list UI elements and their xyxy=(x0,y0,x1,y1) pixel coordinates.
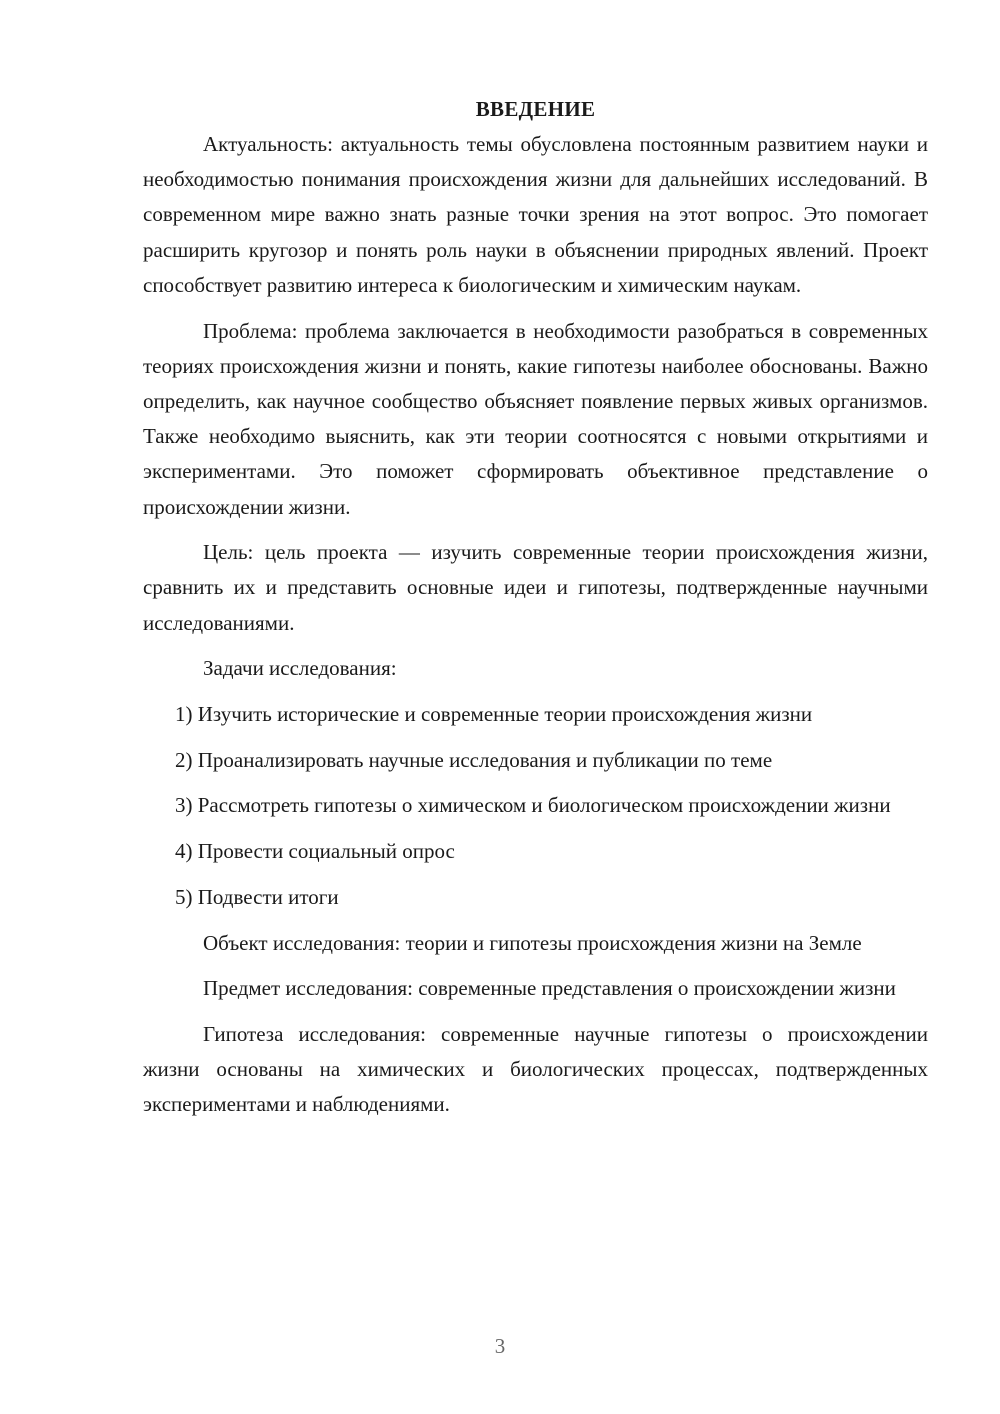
page-number: 3 xyxy=(494,1334,506,1358)
tasks-heading: Задачи исследования: xyxy=(203,656,397,681)
goal-paragraph: Цель: цель проекта — изучить современные теории происхождения жизни, сравнить их и представить основные идеи и гипотезы, подтвержденные научными исследованиями. xyxy=(143,540,928,635)
task-item-2: 2) Проанализировать научные исследования и публикации по теме xyxy=(175,747,773,772)
document-page xyxy=(143,92,928,1133)
task-item-5: 5) Подвести итоги xyxy=(175,884,339,909)
task-item-4: 4) Провести социальный опрос xyxy=(175,839,455,864)
task-item-1: 1) Изучить исторические и современные теории происхождения жизни xyxy=(175,702,813,727)
problem-paragraph: Проблема: проблема заключается в необходимости разобраться в современных теориях происхождения жизни и понять, какие гипотезы наиболее обоснованы. Важно определить, как научное сообщество объясняет появление первых живых организмов. Также необходимо выяснить, как эти теории соотносятся с новыми открытиями и экспериментами. Это поможет сформировать объективное представление о происхождении жизни. xyxy=(143,318,928,519)
hypothesis-paragraph: Гипотеза исследования: современные научные гипотезы о происхождении жизни основаны на химических и биологических процессах, подтвержденных экспериментами и наблюдениями. xyxy=(143,1021,928,1117)
task-item-3: 3) Рассмотреть гипотезы о химическом и биологическом происхождении жизни xyxy=(175,793,891,818)
object-paragraph: Объект исследования: теории и гипотезы происхождения жизни на Земле xyxy=(203,930,862,955)
subject-paragraph: Предмет исследования: современные представления о происхождении жизни xyxy=(203,976,896,1001)
section-title: ВВЕДЕНИЕ xyxy=(475,97,596,121)
relevance-paragraph: Актуальность: актуальность темы обусловлена постоянным развитием науки и необходимостью понимания происхождения жизни для дальнейших исследований. В современном мире важно знать разные точки зрения на этот вопрос. Это помогает расширить кругозор и понять роль науки в объяснении природных явлений. Проект способствует развитию интереса к биологическим и химическим наукам. xyxy=(143,132,928,297)
